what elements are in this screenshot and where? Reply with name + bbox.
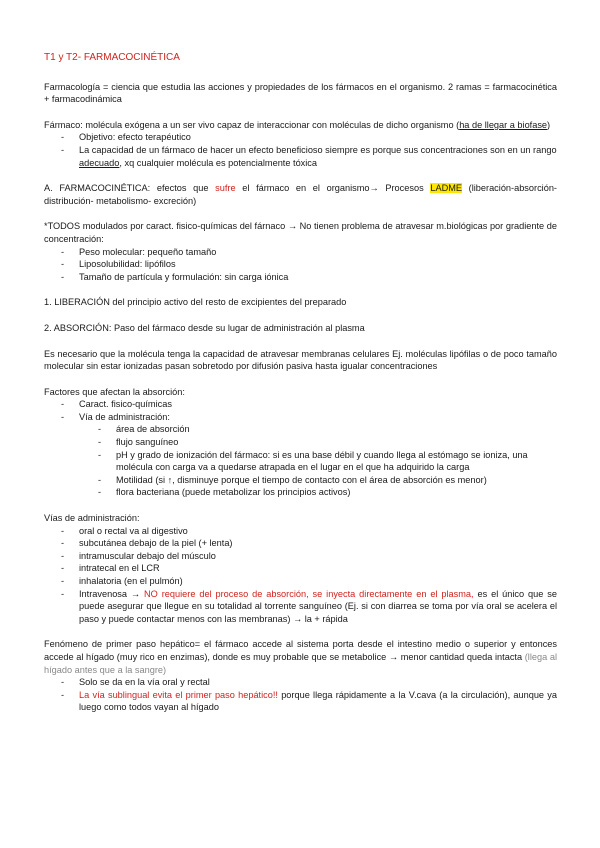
vias-heading: Vías de administración: (44, 513, 140, 524)
list-item: - Caract. fisico-químicas (44, 398, 557, 411)
list-item: - Liposolubilidad: lipófilos (44, 258, 557, 271)
list-item: - Peso molecular: pequeño tamaño (44, 246, 557, 259)
farmacocinetica-heading: A. FARMACOCINÉTICA: efectos que sufre el fármaco en el organismo→ Procesos LADME (liberación-absorción- distribución- metabolismo- excreción) (44, 183, 557, 206)
biofase-underline: ha de llegar a biofase (459, 119, 548, 130)
list-item: - Intravenosa → NO requiere del proceso de absorción, se inyecta directamente en el plasma, es el único que se puede asegurar que llegue en su totalidad al torrente sanguíneo (Ej. si con diarrea se toma por vía oral se acelera el paso y puede contactar menos con las membranas) → la + rápida (44, 588, 557, 626)
absorcion-paragraph: Es necesario que la molécula tenga la capacidad de atravesar membranas celulares Ej. moléculas lipófilas o de poco tamaño molecular sin estar ionizadas pasan sobretodo por difusión pasiva hasta igualar concentraciones (44, 348, 557, 372)
via-sublist (79, 423, 557, 499)
ladme-highlight: LADME (430, 183, 462, 194)
sublist-item: - pH y grado de ionización del fármaco: si es una base débil y cuando llega al estómago se ioniza, una molécula con carga va a quedarse atrapada en el lugar en el que ha adquirido la carga (79, 449, 557, 474)
primer-paso-list (44, 676, 557, 714)
document-title: T1 y T2- FARMACOCINÉTICA (44, 52, 180, 63)
sublist-item: - flora bacteriana (puede metabolizar los principios activos) (79, 486, 557, 499)
list-item: - intramuscular debajo del músculo (44, 550, 557, 563)
list-item: - Vía de administración: - área de absorción - flujo sanguíneo - pH y grado de ionización del fármaco: si es una base débil y cuando llega al estómago se ioniza, una molécula con carga va a quedarse atrapada en el lugar en el que ha adquirido la carga - Motilidad (si ↑, disminuye porque el tiempo de contacto con el área de absorción es menor) - flora bacteriana (puede metabolizar los principios activos) (44, 411, 557, 499)
absorcion-heading: 2. ABSORCIÓN: Paso del fármaco desde su lugar de administración al plasma (44, 322, 365, 333)
sublist-item: - flujo sanguíneo (79, 436, 557, 449)
list-item: - intratecal en el LCR (44, 562, 557, 575)
list-item: - oral o rectal va al digestivo (44, 525, 557, 538)
list-item: - Tamaño de partícula y formulación: sin carga iónica (44, 271, 557, 284)
vias-list (44, 525, 557, 626)
factores-list (44, 398, 557, 499)
list-item: - Solo se da en la vía oral y rectal (44, 676, 557, 689)
farmaco-definition: Fármaco: molécula exógena a un ser vivo capaz de interaccionar con moléculas de dicho organismo (ha de llegar a biofase) (44, 119, 551, 130)
todos-paragraph: *TODOS modulados por caract. fisico-químicas del fárnaco → No tienen problema de atravesar m.biológicas por gradiente de concentración: (44, 221, 557, 244)
document-page (44, 52, 557, 714)
farmaco-list (44, 131, 557, 169)
list-item: - La vía sublingual evita el primer paso hepático!! porque llega rápidamente a la V.cava (a la circulación), aunque ya luego como todos vayan al hígado (44, 689, 557, 714)
list-item: - Objetivo: efecto terapéutico (44, 131, 557, 144)
factores-heading: Factores que afectan la absorción: (44, 386, 185, 397)
list-item: - subcutánea debajo de la piel (+ lenta) (44, 537, 557, 550)
sublist-item: - Motilidad (si ↑, disminuye porque el tiempo de contacto con el área de absorción es menor) (79, 474, 557, 487)
list-item: - La capacidad de un fármaco de hacer un efecto beneficioso siempre es porque sus concentraciones son en un rango adecuado, xq cualquier molécula es potencialmente tóxica (44, 144, 557, 169)
list-item: - inhalatoria (en el pulmón) (44, 575, 557, 588)
sublist-item: - área de absorción (79, 423, 557, 436)
primer-paso-paragraph: Fenómeno de primer paso hepático= el fármaco accede al sistema porta desde el intestino medio o superior y entonces accede al hígado (muy rico en enzimas), donde es muy probable que se metabolice → menor cantidad queda intacta (llega al hígado antes que a la sangre) (44, 639, 557, 675)
farmacologia-definition: Farmacología = ciencia que estudia las acciones y propiedades de los fármacos en el organismo. 2 ramas = farmacocinética + farmacodinámica (44, 81, 557, 105)
todos-list (44, 246, 557, 284)
liberacion-heading: 1. LIBERACIÓN del principio activo del resto de excipientes del preparado (44, 297, 347, 308)
